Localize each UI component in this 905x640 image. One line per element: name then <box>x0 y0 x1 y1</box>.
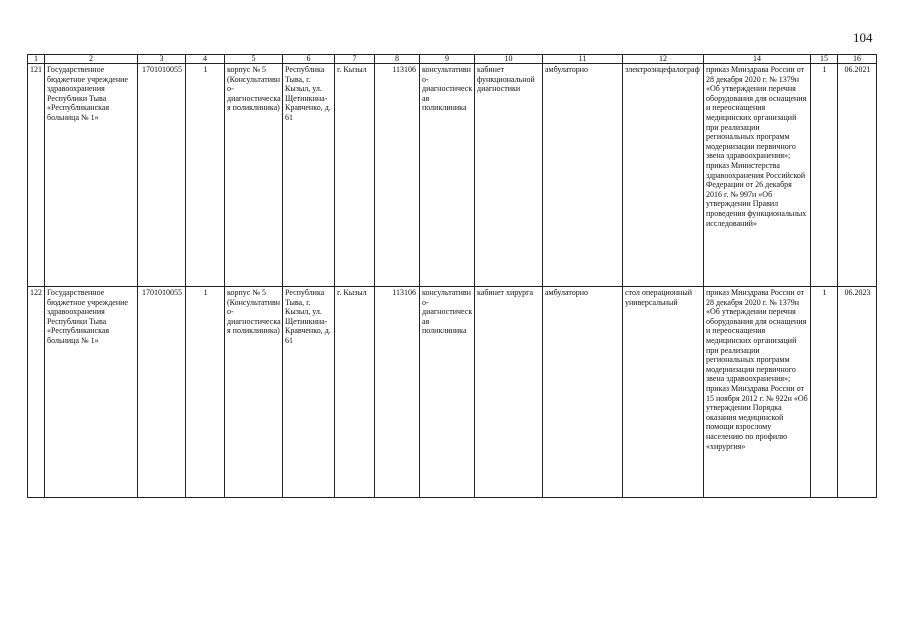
header-cell: 11 <box>543 55 623 64</box>
header-cell: 5 <box>225 55 283 64</box>
table-row <box>28 287 877 498</box>
quantity-cell: 1 <box>811 287 838 498</box>
organization-cell: Государственное бюджетное учреждение здравоохранения Республики Тыва «Республиканская больница № 1» <box>45 287 138 498</box>
unit-type-cell: консультативно-диагностическая поликлиника <box>420 287 475 498</box>
cabinet-cell: кабинет хирурга <box>475 287 543 498</box>
code-cell: 1701010055 <box>138 64 186 287</box>
header-cell: 4 <box>186 55 225 64</box>
header-cell: 16 <box>838 55 877 64</box>
address-cell: Республика Тыва, г. Кызыл, ул. Щетинкина-Кравченко, д. 61 <box>283 64 335 287</box>
equipment-cell: стол операционный универсальный <box>623 287 704 498</box>
care-mode-cell: амбулаторно <box>543 287 623 498</box>
header-cell: 8 <box>375 55 420 64</box>
regulation-cell: приказ Минздрава России от 28 декабря 2020 г. № 1379н «Об утверждении перечня оборудования для оснащения и переоснащения медицинских организаций при реализации региональных программ модернизации первичного звена здравоохранения»; приказ Министерства здравоохранения Российской Федерации от 26 декабря 2016 г. № 997н «Об утверждении Правил проведения функциональных исследований» <box>704 64 811 287</box>
row-number-cell: 121 <box>28 64 45 287</box>
header-cell: 14 <box>704 55 811 64</box>
city-cell: г. Кызыл <box>335 64 375 287</box>
city-cell: г. Кызыл <box>335 287 375 498</box>
code-cell: 1701010055 <box>138 287 186 498</box>
regulation-cell: приказ Минздрава России от 28 декабря 2020 г. № 1379н «Об утверждении перечня оборудования для оснащения и переоснащения медицинских организаций при реализации региональных программ модернизации первичного звена здравоохранения»; приказ Минздрава России от 15 ноября 2012 г. № 922н «Об утверждении Порядка оказания медицинской помощи взрослому населению по профилю «хирургия» <box>704 287 811 498</box>
header-cell: 10 <box>475 55 543 64</box>
oktmo-cell: 113106 <box>375 64 420 287</box>
date-cell: 06.2021 <box>838 64 877 287</box>
header-cell: 7 <box>335 55 375 64</box>
row-number-cell: 122 <box>28 287 45 498</box>
care-mode-cell: амбулаторно <box>543 64 623 287</box>
count-cell: 1 <box>186 64 225 287</box>
count-cell: 1 <box>186 287 225 498</box>
equipment-table <box>27 54 877 498</box>
equipment-cell: электроэнцефалограф <box>623 64 704 287</box>
header-cell: 9 <box>420 55 475 64</box>
header-cell: 12 <box>623 55 704 64</box>
building-cell: корпус № 5 (Консультативно-диагностическая поликлиника) <box>225 287 283 498</box>
column-number-row <box>28 55 877 64</box>
quantity-cell: 1 <box>811 64 838 287</box>
unit-type-cell: консультативно-диагностическая поликлиника <box>420 64 475 287</box>
address-cell: Республика Тыва, г. Кызыл, ул. Щетинкина-Кравченко, д. 61 <box>283 287 335 498</box>
building-cell: корпус № 5 (Консультативно-диагностическая поликлиника) <box>225 64 283 287</box>
header-cell: 2 <box>45 55 138 64</box>
header-cell: 3 <box>138 55 186 64</box>
header-cell: 1 <box>28 55 45 64</box>
cabinet-cell: кабинет функциональной диагностики <box>475 64 543 287</box>
oktmo-cell: 113106 <box>375 287 420 498</box>
header-cell: 15 <box>811 55 838 64</box>
table-row <box>28 64 877 287</box>
organization-cell: Государственное бюджетное учреждение здравоохранения Республики Тыва «Республиканская больница № 1» <box>45 64 138 287</box>
header-cell: 6 <box>283 55 335 64</box>
date-cell: 06.2023 <box>838 287 877 498</box>
page-number: 104 <box>853 30 873 45</box>
